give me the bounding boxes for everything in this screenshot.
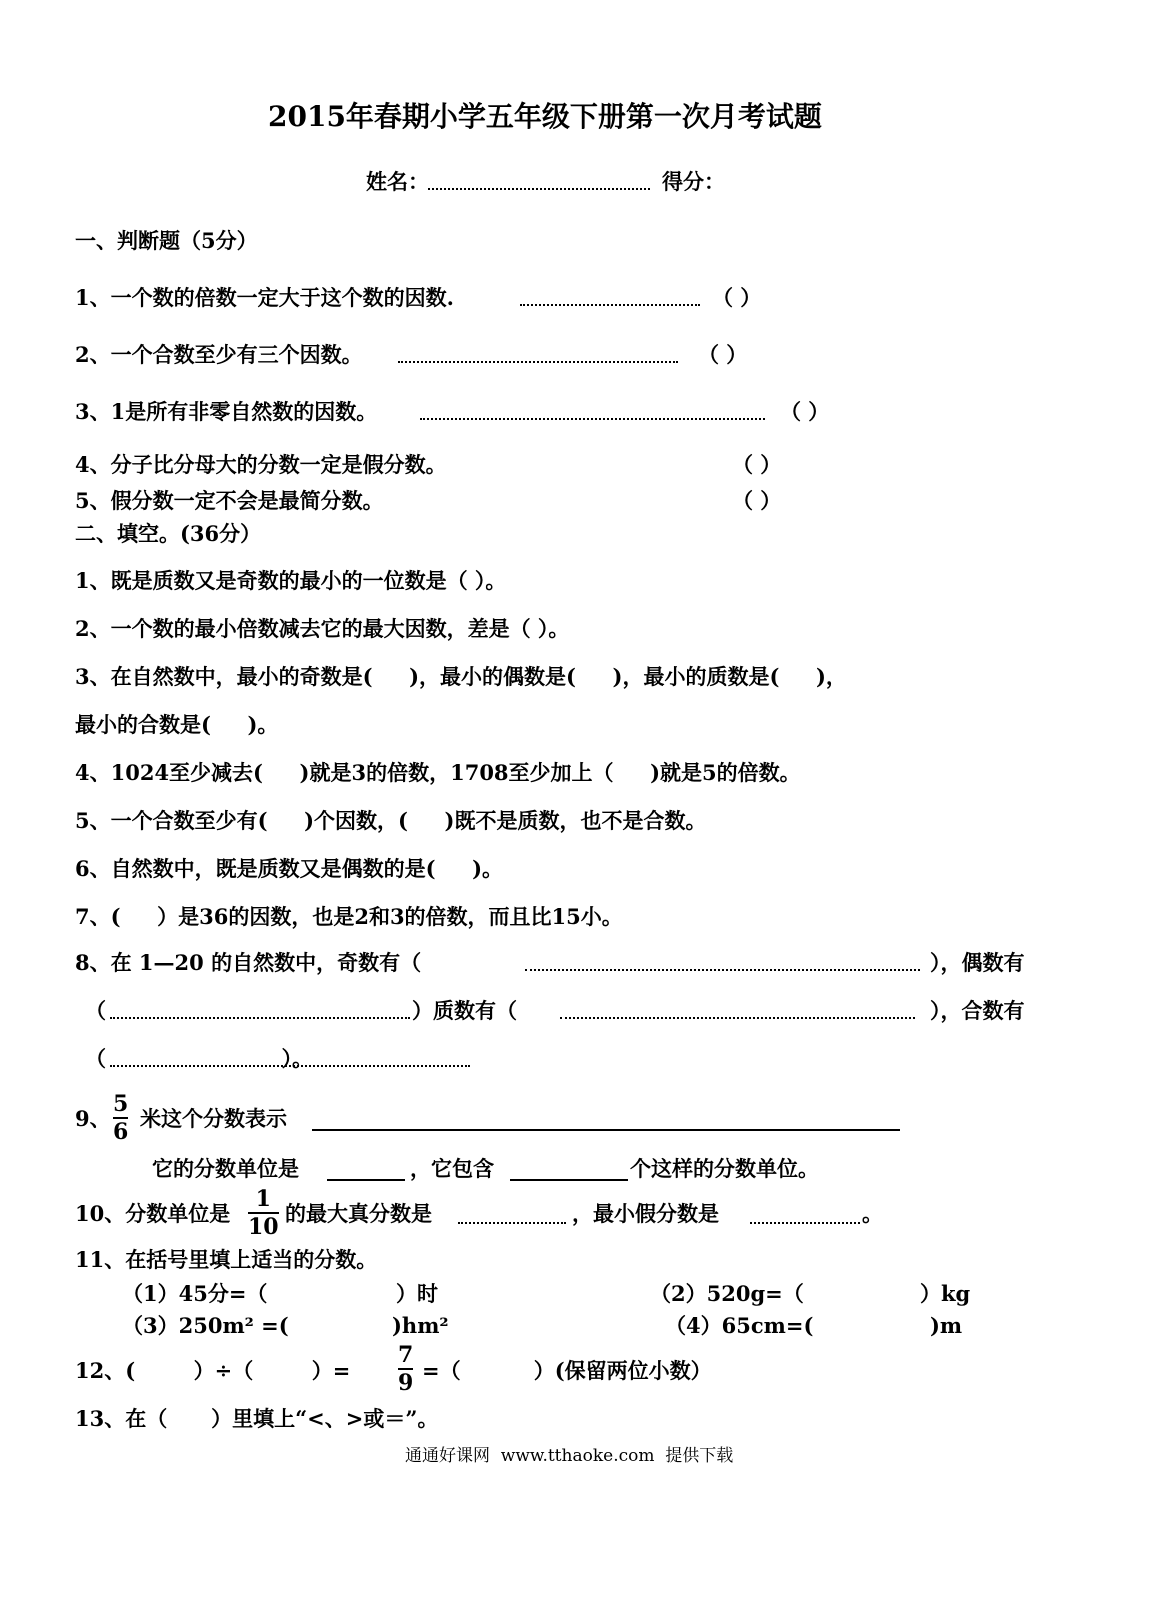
q9-unit-line	[327, 1179, 405, 1181]
page-title: 2015年春期小学五年级下册第一次月考试题	[268, 100, 822, 133]
judge-item-1: 1、一个数的倍数一定大于这个数的因数.	[75, 285, 454, 310]
leader-dots	[420, 418, 765, 420]
fill-q10-prefix: 10、分数单位是	[75, 1201, 231, 1226]
q9-answer-line	[312, 1129, 900, 1131]
fraction-7-9	[398, 1344, 413, 1394]
fill-q8-line2-mid: ）质数有（	[412, 998, 517, 1023]
q11-item-1-end: ）时	[396, 1281, 438, 1306]
score-label: 得分：	[662, 169, 725, 194]
fill-q9-line2c: 个这样的分数单位。	[630, 1156, 819, 1181]
name-blank	[428, 188, 650, 190]
q11-item-3: （3）250m² =(	[122, 1313, 289, 1338]
fill-q7: 7、( ）是36的因数，也是2和3的倍数，而且比15小。	[75, 904, 623, 929]
q8-even-blank	[110, 1017, 410, 1019]
q10-blank-2	[750, 1222, 860, 1224]
fraction-denominator: 10	[248, 1214, 279, 1240]
fill-q9-line2b: ，它包含	[410, 1156, 494, 1181]
judge-paren-4: （ ）	[732, 452, 782, 477]
section2-heading: 二、填空。(36分）	[75, 521, 262, 546]
fill-q9-line2a: 它的分数单位是	[152, 1156, 299, 1181]
q8-prime-blank	[560, 1017, 915, 1019]
judge-item-3: 3、1是所有非零自然数的因数。	[75, 399, 378, 424]
fill-q12-end: =（ ）(保留两位小数）	[422, 1358, 712, 1383]
judge-paren-3: （ ）	[780, 399, 830, 424]
fill-q1: 1、既是质数又是奇数的最小的一位数是（ ）。	[75, 568, 507, 593]
fill-q3-line2: 最小的合数是( )。	[75, 712, 279, 737]
fill-q10-mid2: ，最小假分数是	[572, 1201, 719, 1226]
fill-q12-start: 12、( ）÷（ ）=	[75, 1358, 351, 1383]
fraction-numerator: 7	[398, 1342, 414, 1368]
fill-q4: 4、1024至少减去( )就是3的倍数，1708至少加上（ )就是5的倍数。	[75, 760, 801, 785]
fill-q8-line2-end: ），合数有	[930, 998, 1025, 1023]
fraction-numerator: 5	[113, 1091, 129, 1117]
fill-q8-line1-end: ），偶数有	[930, 950, 1025, 975]
name-label: 姓名：	[366, 169, 429, 194]
fill-q9-prefix: 9、	[75, 1106, 111, 1131]
fill-q5: 5、一个合数至少有( )个因数，( )既不是质数，也不是合数。	[75, 808, 707, 833]
q11-item-4-end: )m	[930, 1313, 963, 1338]
q11-item-1: （1）45分=（	[122, 1281, 268, 1306]
judge-paren-2: （ ）	[698, 342, 748, 367]
fraction-1-10	[248, 1188, 279, 1238]
fill-q13: 13、在（ ）里填上“<、>或＝”。	[75, 1406, 439, 1431]
judge-item-2: 2、一个合数至少有三个因数。	[75, 342, 363, 367]
fill-q6: 6、自然数中，既是质数又是偶数的是( )。	[75, 856, 504, 881]
fraction-5-6	[113, 1093, 128, 1143]
fill-q2: 2、一个数的最小倍数减去它的最大因数，差是（ ）。	[75, 616, 570, 641]
fill-q10-end: 。	[862, 1201, 883, 1226]
fill-q8-line2-start: （	[85, 998, 106, 1023]
leader-dots	[520, 304, 700, 306]
q11-item-2-end: ）kg	[920, 1281, 971, 1306]
fill-q9-text: 米这个分数表示	[140, 1106, 287, 1131]
fill-q8-line1-start: 8、在 1—20 的自然数中，奇数有（	[75, 950, 422, 975]
judge-item-4: 4、分子比分母大的分数一定是假分数。	[75, 452, 447, 477]
judge-item-5: 5、假分数一定不会是最简分数。	[75, 488, 384, 513]
q11-item-2: （2）520g=（	[650, 1281, 804, 1306]
q10-blank-1	[458, 1222, 566, 1224]
page-footer: 通通好课网 www.tthaoke.com 提供下载	[405, 1446, 734, 1466]
q8-odd-blank	[525, 969, 920, 971]
fraction-numerator: 1	[255, 1186, 271, 1212]
q9-count-line	[510, 1179, 628, 1181]
section1-heading: 一、判断题（5分）	[75, 228, 258, 253]
fill-q8-line3: （ ）。	[85, 1046, 313, 1071]
judge-paren-1: （ ）	[712, 285, 762, 310]
fraction-denominator: 6	[113, 1119, 129, 1145]
fill-q3-line1: 3、在自然数中，最小的奇数是( )，最小的偶数是( )，最小的质数是( )，	[75, 664, 847, 689]
q11-item-4: （4）65cm=(	[665, 1313, 814, 1338]
q8-composite-blank	[110, 1065, 470, 1067]
fill-q11-heading: 11、在括号里填上适当的分数。	[75, 1247, 378, 1272]
fill-q10-mid: 的最大真分数是	[285, 1201, 432, 1226]
leader-dots	[398, 361, 678, 363]
judge-paren-5: （ ）	[732, 488, 782, 513]
q11-item-3-end: )hm²	[392, 1313, 449, 1338]
fraction-denominator: 9	[398, 1370, 414, 1396]
